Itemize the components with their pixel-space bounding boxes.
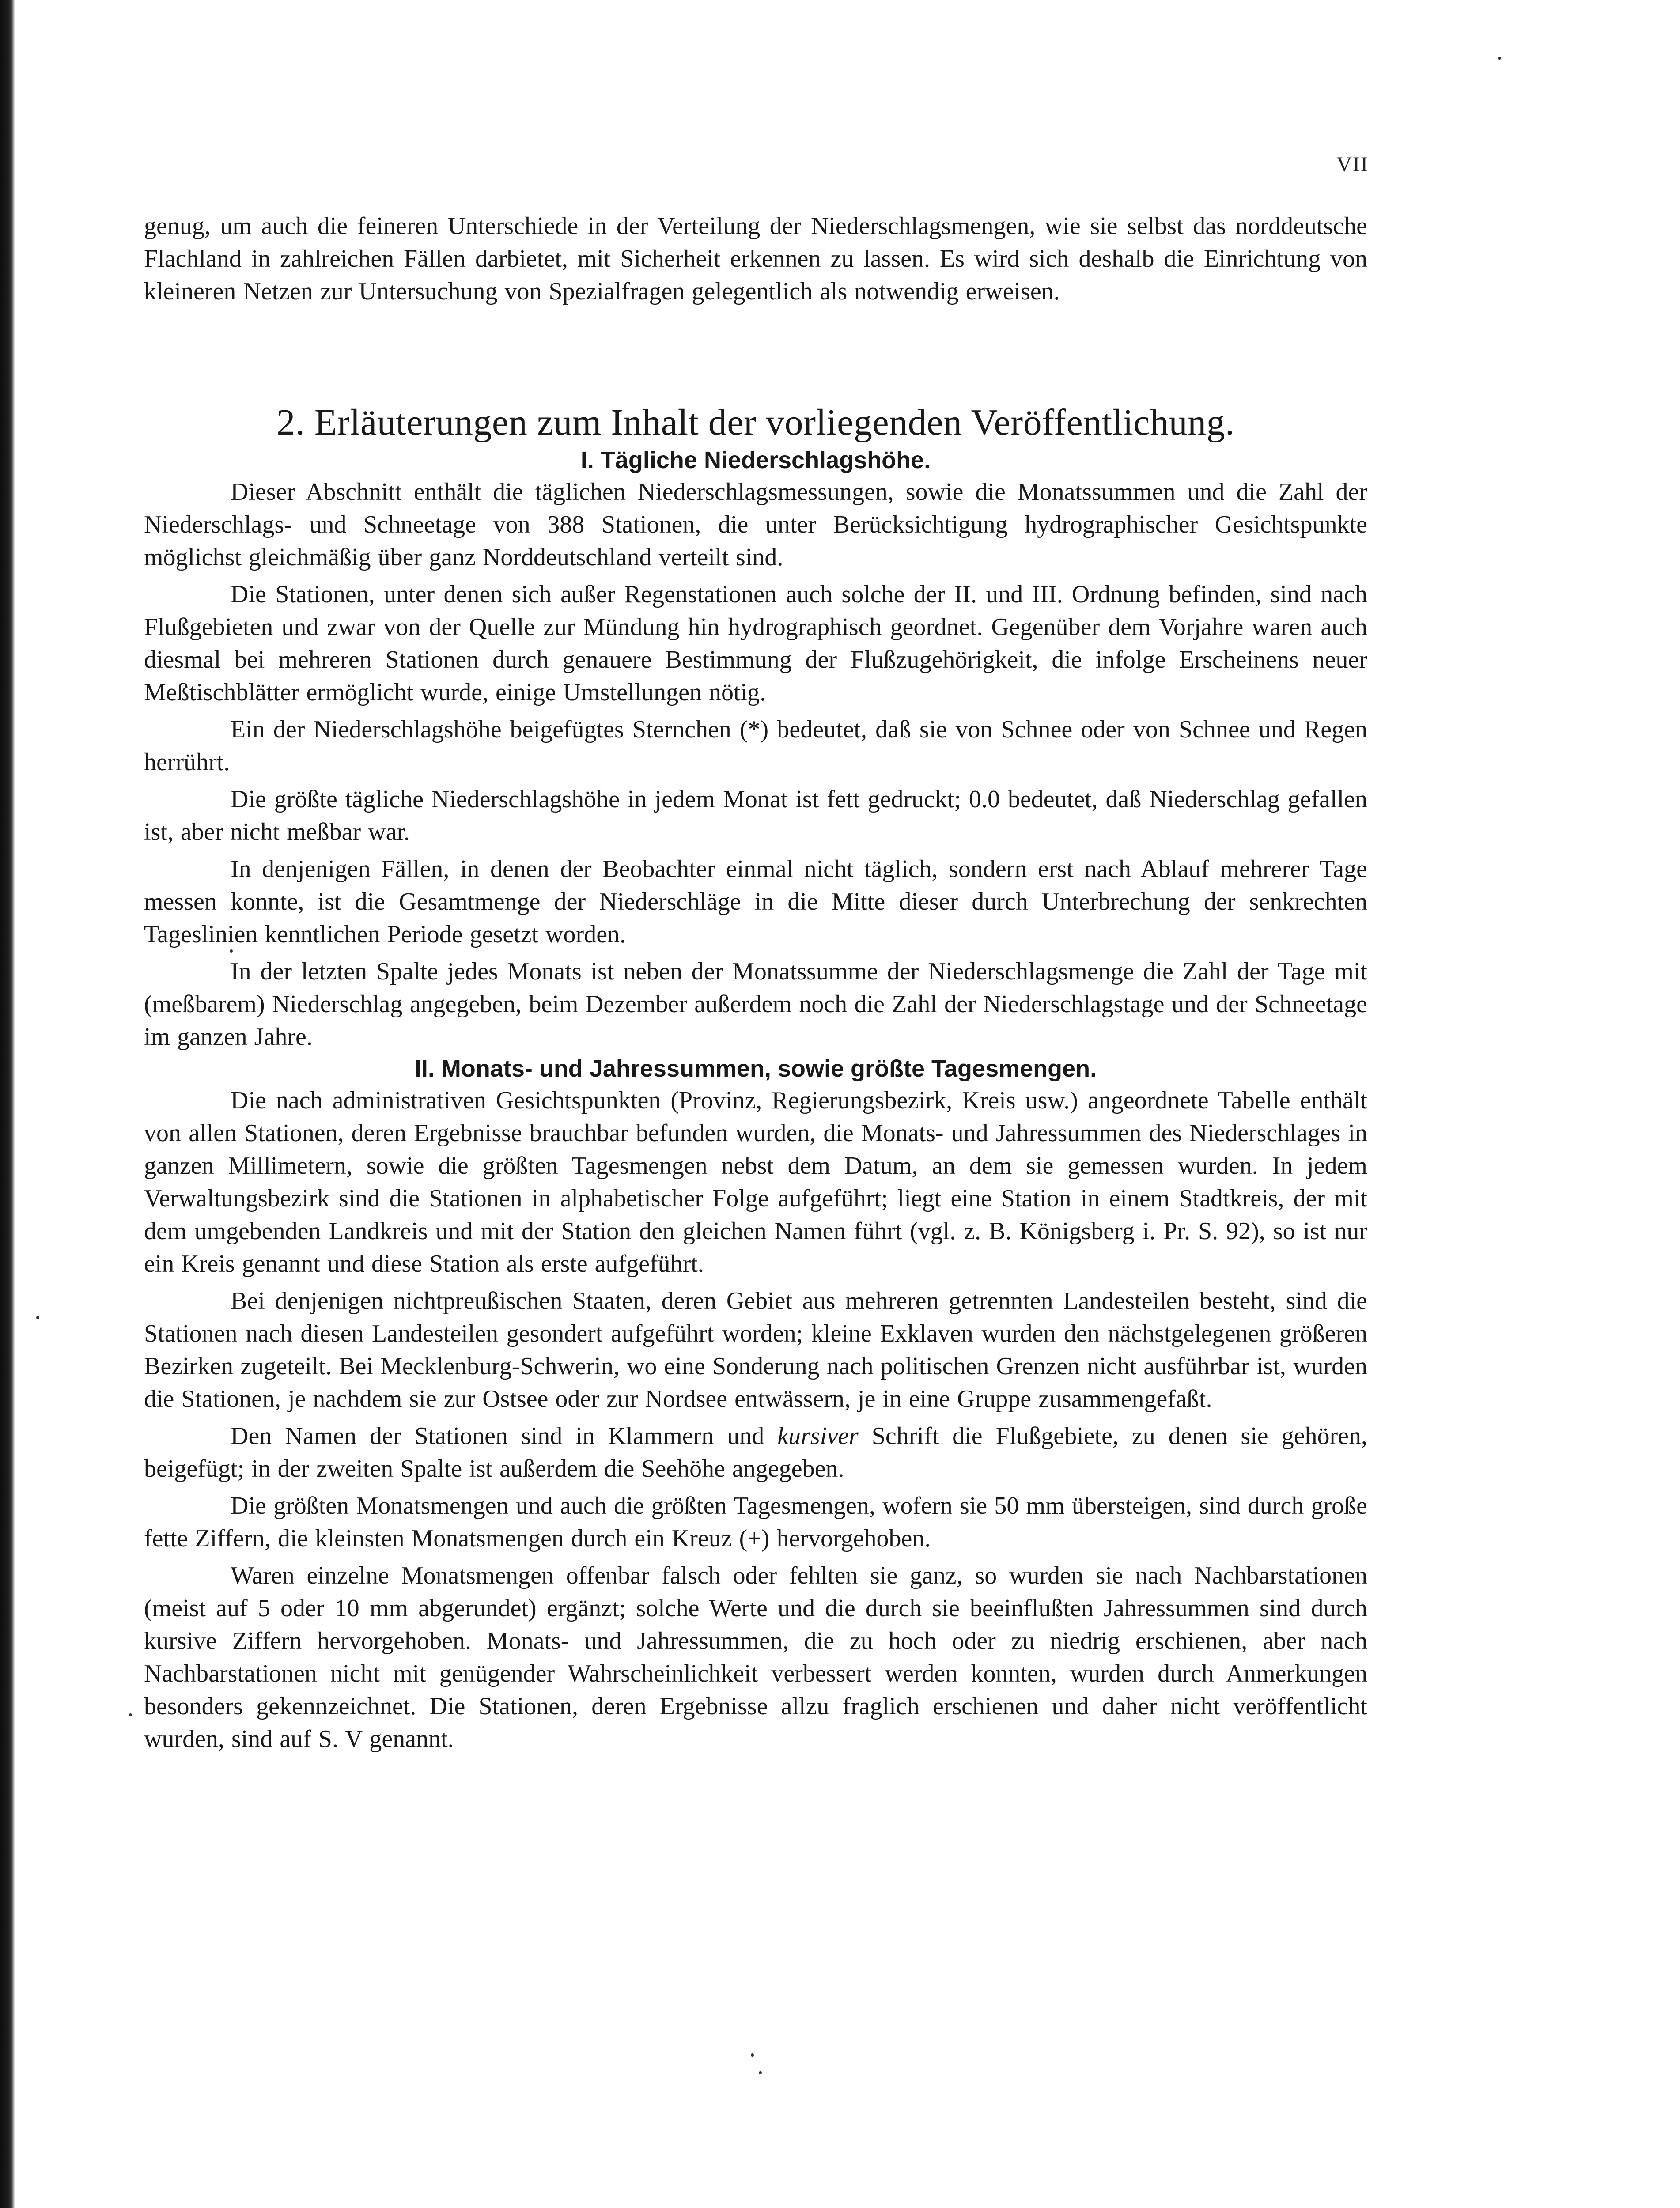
page-number: VII xyxy=(1336,153,1369,176)
part1-paragraph: Die Stationen, unter denen sich außer Regenstationen auch solche der II. und III. Ordnung befinden, sind nach Flußgebieten und zwar von der Quelle zur Mündung hin hydrographisch geordnet. Gegenüber dem Vorjahre waren auch diesmal bei mehreren Stationen durch genauere Bestimmung der Flußzugehörigkeit, die infolge Erscheinens neuer Meßtischblätter ermöglicht wurde, einige Umstellungen nötig. xyxy=(144,581,1367,706)
part2-paragraph: Die nach administrativen Gesichtspunkten (Provinz, Regierungsbezirk, Kreis usw.) angeordnete Tabelle enthält von allen Stationen, deren Ergebnisse brauchbar befunden wurden, die Monats- und Jahressummen des Niederschlages in ganzen Millimetern, sowie die größten Tagesmengen nebst dem Datum, an dem sie gemessen wurden. In jedem Verwaltungsbezirk sind die Stationen in alphabetischer Folge aufgeführt; liegt eine Station in einem Stadtkreis, der mit dem umgebenden Landkreis und mit der Station den gleichen Namen führt (vgl. z. B. Königsberg i. Pr. S. 92), so ist nur ein Kreis genannt und diese Station als erste aufgeführt. xyxy=(144,1087,1367,1278)
text-run: Schrift die Flußgebiete, zu denen sie gehören, beigefügt; in der zweiten Spalte ist außerdem die Seehöhe angegeben. xyxy=(144,1422,1367,1482)
part1-paragraph: Ein der Niederschlagshöhe beigefügtes Sternchen (*) bedeutet, daß sie von Schnee oder von Schnee und Regen herrührt. xyxy=(144,716,1367,776)
page-body xyxy=(144,210,1367,1755)
part1-heading: I. Tägliche Niederschlagshöhe. xyxy=(580,447,931,473)
part2-paragraph: Bei denjenigen nichtpreußischen Staaten, deren Gebiet aus mehreren getrennten Landesteilen besteht, sind die Stationen nach diesen Landesteilen gesondert aufgeführt worden; kleine Exklaven wurden den nächstgelegenen größeren Bezirken zugeteilt. Bei Mecklenburg-Schwerin, wo eine Sonderung nach politischen Grenzen nicht ausführbar ist, wurden die Stationen, je nachdem sie zur Ostsee oder zur Nordsee entwässern, je in eine Gruppe zusammengefaßt. xyxy=(144,1287,1367,1413)
italic-word: kursiver xyxy=(777,1422,859,1450)
scan-binding-edge xyxy=(0,0,15,2208)
part1-paragraph: Dieser Abschnitt enthält die täglichen Niederschlagsmessungen, sowie die Monatssummen und die Zahl der Niederschlags- und Schneetage von 388 Stationen, die unter Berücksichtigung hydrographischer Gesichtspunkte möglichst gleichmäßig über ganz Norddeutschland verteilt sind. xyxy=(144,478,1367,571)
text-run: Den Namen der Stationen sind in Klammern und xyxy=(231,1422,778,1450)
part1-paragraph: Die größte tägliche Niederschlagshöhe in jedem Monat ist fett gedruckt; 0.0 bedeutet, daß Niederschlag gefallen ist, aber nicht meßbar war. xyxy=(144,786,1367,846)
section-title: 2. Erläuterungen zum Inhalt der vorliegenden Veröffentlichung. xyxy=(276,402,1235,443)
part2-paragraph-italic-mixed xyxy=(144,1420,1367,1485)
part1-paragraph: In denjenigen Fällen, in denen der Beobachter einmal nicht täglich, sondern erst nach Ablauf mehrerer Tage messen konnte, ist die Gesamtmenge der Niederschläge in die Mitte dieser durch Unterbrechung der senkrechten Tageslinien kenntlichen Periode gesetzt worden. xyxy=(144,855,1367,948)
part1-paragraph: In der letzten Spalte jedes Monats ist neben der Monatssumme der Niederschlagsmenge die Zahl der Tage mit (meßbarem) Niederschlag angegeben, beim Dezember außerdem noch die Zahl der Niederschlagstage und der Schneetage im ganzen Jahre. xyxy=(144,958,1367,1051)
part2-paragraph: Waren einzelne Monatsmengen offenbar falsch oder fehlten sie ganz, so wurden sie nach Nachbarstationen (meist auf 5 oder 10 mm abgerundet) ergänzt; solche Werte und die durch sie beeinflußten Jahressummen sind durch kursive Ziffern hervorgehoben. Monats- und Jahressummen, die zu hoch oder zu niedrig erschienen, aber nach Nachbarstationen nicht mit genügender Wahrscheinlichkeit verbessert werden konnten, wurden durch Anmerkungen besonders gekennzeichnet. Die Stationen, deren Ergebnisse allzu fraglich erschienen und daher nicht veröffentlicht wurden, sind auf S. V genannt. xyxy=(144,1562,1367,1753)
part2-paragraph: Die größten Monatsmengen und auch die größten Tagesmengen, wofern sie 50 mm übersteigen, sind durch große fette Ziffern, die kleinsten Monatsmengen durch ein Kreuz (+) hervorgehoben. xyxy=(144,1492,1367,1552)
part2-heading: II. Monats- und Jahressummen, sowie größte Tagesmengen. xyxy=(414,1055,1097,1082)
intro-paragraph: genug, um auch die feineren Unterschiede in der Verteilung der Niederschlagsmengen, wie sie selbst das norddeutsche Flachland in zahlreichen Fällen darbietet, mit Sicherheit erkennen zu lassen. Es wird sich deshalb die Einrichtung von kleineren Netzen zur Untersuchung von Spezialfragen gelegentlich als notwendig erweisen. xyxy=(144,212,1367,305)
